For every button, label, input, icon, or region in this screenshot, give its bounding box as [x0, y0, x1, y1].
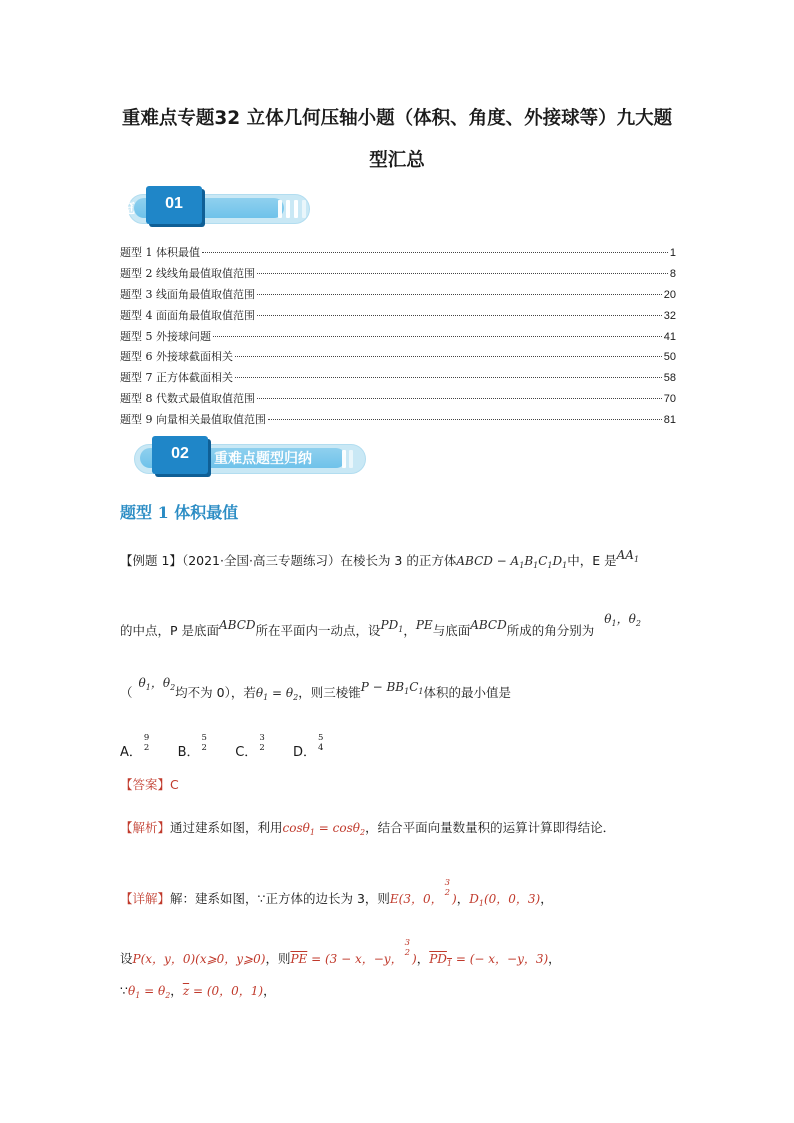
- toc-page-number: 81: [663, 414, 676, 427]
- toc-page-number: 8: [669, 267, 676, 280]
- document-title-line-2: 型汇总: [369, 150, 425, 171]
- toc-page-number: 20: [663, 288, 676, 301]
- banner-number: 02: [152, 436, 208, 474]
- section-heading: 题型 1 体积最值: [120, 503, 239, 522]
- toc-page-number: 58: [663, 372, 676, 385]
- banner-number: 01: [146, 186, 202, 224]
- option-d[interactable]: D． 5 4: [293, 733, 324, 760]
- detail-tag: 【详解】: [120, 891, 171, 906]
- detail-line-1: 【详解】解：建系如图，∵正方体的边长为 3，则E(3，0， 3 2 )，$D_1(0$，0，3)，: [120, 878, 553, 908]
- answer-line: [120, 776, 179, 794]
- option-c[interactable]: C． 3 2: [235, 733, 265, 760]
- option-b[interactable]: B． 5 2: [177, 733, 207, 760]
- banner-label: 重难点题型归纳: [214, 451, 312, 467]
- answer-value: C: [170, 777, 179, 792]
- toc-page-number: 32: [663, 309, 676, 322]
- document-title-line-1: 重难点专题32 立体几何压轴小题（体积、角度、外接球等）九大题: [121, 108, 673, 129]
- analysis-line: 【解析】通过建系如图，利用cosθ$_1$ = cosθ$_2$，结合平面向量数量积的运算计算即得结论．: [120, 820, 616, 837]
- option-a[interactable]: A． 9 2: [120, 733, 150, 760]
- table-of-contents: [120, 244, 676, 432]
- toc-item[interactable]: 题型 5 外接球问题 41: [120, 329, 676, 343]
- toc-item[interactable]: 题型 8 代数式最值取值范围 70: [120, 392, 676, 406]
- answer-tag: 【答案】: [120, 777, 171, 792]
- section-banner-key-types: [134, 436, 366, 478]
- toc-page-number: 1: [669, 247, 676, 259]
- toc-item[interactable]: 题型 9 向量相关最值取值范围 81: [120, 413, 676, 427]
- answer-options: [120, 733, 325, 762]
- detail-line-2: 设P(x，y，0)(x⩾0，y⩾0)，则$\overline{PE} = (3 - x$，−y， 3 2 )，$PD_1$ = (− x，−y，3)，: [120, 938, 561, 968]
- toc-item[interactable]: 题型 1 体积最值 1: [120, 246, 676, 259]
- toc-item[interactable]: 题型 2 线线角最值取值范围 8: [120, 266, 676, 280]
- example-tag: 【例题 1】: [120, 553, 182, 568]
- toc-item[interactable]: 题型 7 正方体截面相关 58: [120, 371, 676, 385]
- toc-page-number: 50: [663, 351, 676, 364]
- section-banner-contents: [79, 186, 310, 228]
- toc-item[interactable]: 题型 4 面面角最值取值范围 32: [120, 308, 676, 322]
- analysis-tag: 【解析】: [120, 820, 171, 835]
- toc-page-number: 41: [663, 330, 676, 343]
- cube-name: ABCD − $A_1B_1C_1D_1$: [456, 554, 568, 570]
- banner-label: 内容速览: [79, 201, 135, 217]
- toc-item[interactable]: 题型 3 线面角最值取值范围 20: [120, 287, 676, 301]
- example-line-2: 的中点，P 是底面ABCD所在平面内一动点，设$PD_1$，PE与底面ABCD所成的角分别为$\theta_1$，$\theta_2$: [120, 612, 641, 638]
- toc-item[interactable]: 题型 6 外接球截面相关 50: [120, 350, 676, 364]
- toc-page-number: 70: [663, 393, 676, 406]
- example-line-3: （$\theta_1$，$\theta_2$均不为 0），若$\theta_1 = \theta_2$，则三棱锥$P - BB_1C_1$体积的最小值是: [120, 676, 512, 702]
- example-line-1: 【例题 1】（2021·全国·高三专题练习）在棱长为 3 的正方体ABCD − $A_1B_1C_1D_1$中，E 是$AA_1$: [120, 548, 640, 570]
- detail-line-3: $\because\theta_1 = \theta_2$，$\overline{z} = (0$，0，1)，: [120, 983, 276, 1000]
